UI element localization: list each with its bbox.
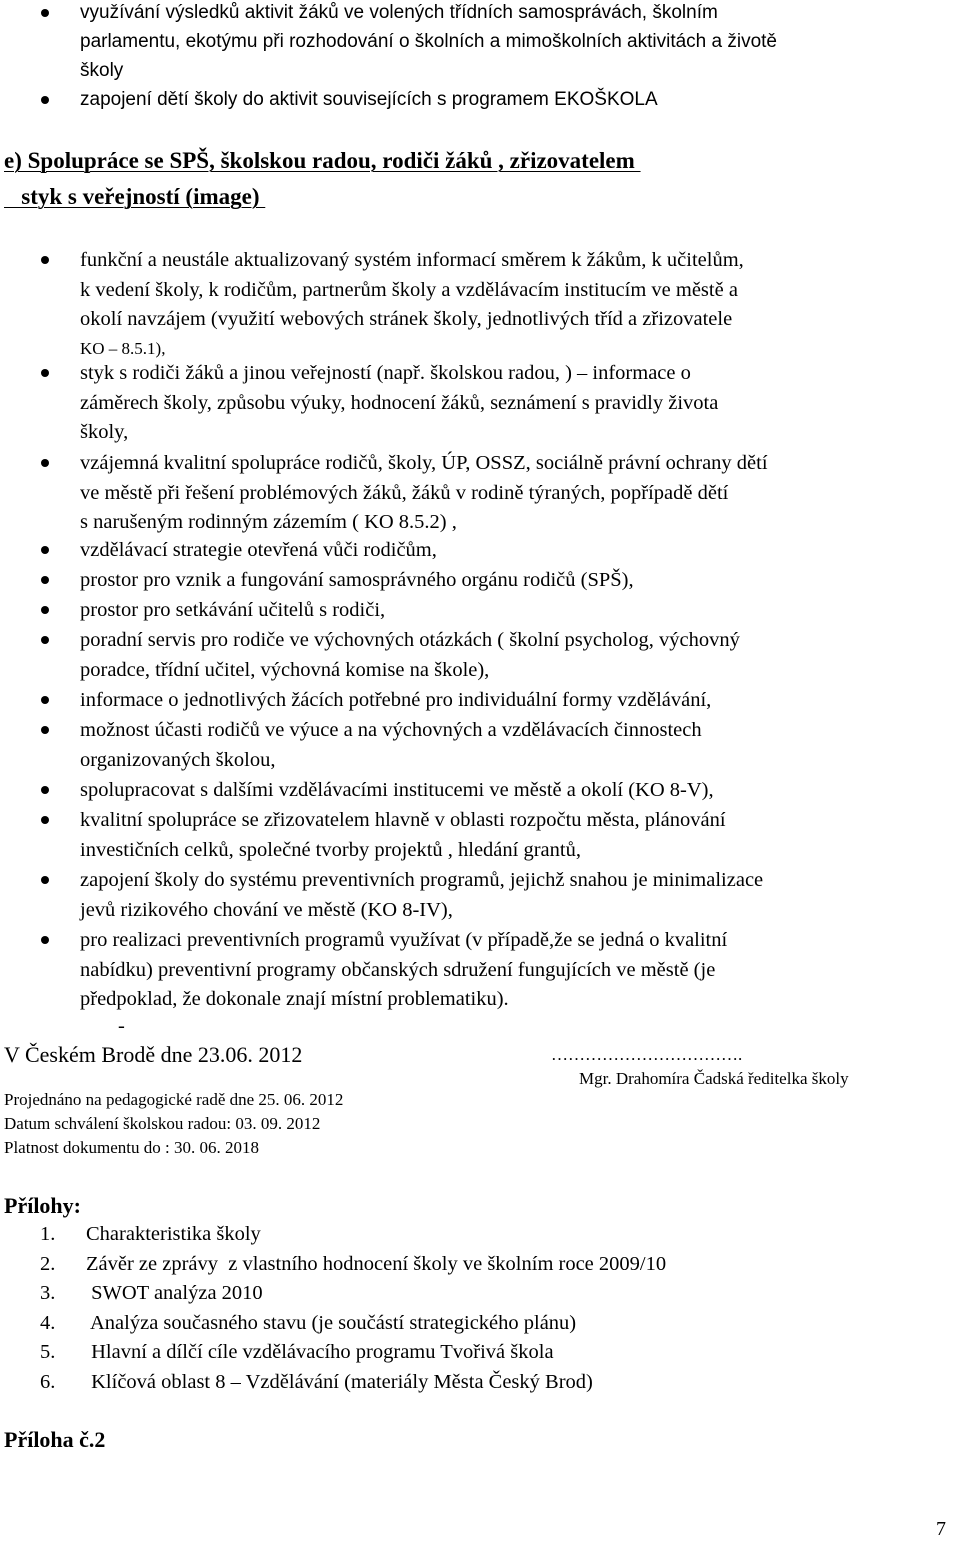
bullet-line: využívání výsledků aktivit žáků ve volených třídních samosprávách, školním [80, 2, 718, 23]
bullet-line: informace o jednotlivých žácích potřebné pro individuální formy vzdělávání, [80, 689, 712, 711]
bullet-line: organizovaných školou, [80, 748, 276, 771]
bullet-icon [41, 786, 49, 794]
attachment-item: Klíčová oblast 8 – Vzdělávání (materiály Města Český Brod) [86, 1370, 593, 1393]
bullet-icon [41, 816, 49, 824]
bullet-line: vzdělávací strategie otevřená vůči rodičům, [80, 539, 437, 561]
bullet-line: jevů rizikového chování ve městě (KO 8-IV), [80, 898, 453, 921]
bullet-line: investičních celků, společné tvorby projektů , hledání grantů, [80, 838, 581, 861]
bullet-line: poradce, třídní učitel, výchovná komise na škole), [80, 658, 490, 681]
attachment-item: Závěr ze zprávy z vlastního hodnocení školy ve školním roce 2009/10 [86, 1252, 667, 1275]
bullet-icon [41, 9, 49, 17]
bullet-line: kvalitní spolupráce se zřizovatelem hlavně v oblasti rozpočtu města, plánování [80, 809, 726, 831]
bullet-line: vzájemná kvalitní spolupráce rodičů, školy, ÚP, OSSZ, sociálně právní ochrany dětí [80, 452, 768, 474]
dash: - [118, 1015, 125, 1037]
appendix-label: Příloha č.2 [4, 1427, 106, 1452]
bullet-icon [41, 256, 49, 264]
signature-name: Mgr. Drahomíra Čadská ředitelka školy [579, 1069, 849, 1088]
signature-line: ……………………………. [551, 1045, 743, 1064]
bullet-icon [41, 96, 49, 104]
bullet-line: zapojení dětí školy do aktivit souvisejících s programem EKOŠKOLA [80, 89, 658, 110]
attachment-item: Analýza současného stavu (je součástí strategického plánu) [86, 1311, 577, 1334]
bullet-icon [41, 936, 49, 944]
bullet-line: KO – 8.5.1), [80, 339, 166, 359]
attachment-item: Charakteristika školy [86, 1223, 261, 1245]
attachment-number: 3. [40, 1282, 56, 1304]
section-heading: e) Spolupráce se SPŠ, školskou radou, rodiči žáků , zřizovatelem [4, 148, 641, 173]
attachment-number: 6. [40, 1370, 56, 1393]
bullet-line: školy, [80, 421, 129, 444]
bullet-line: zapojení školy do systému preventivních programů, jejichž snahou je minimalizace [80, 869, 764, 891]
bullet-line: ve městě při řešení problémových žáků, žáků v rodině týraných, popřípadě dětí [80, 481, 729, 504]
bullet-line: spolupracovat s dalšími vzdělávacími institucemi ve městě a okolí (KO 8-V), [80, 779, 714, 801]
attachment-number: 1. [40, 1223, 56, 1245]
page-number: 7 [936, 1518, 946, 1540]
bullet-line: poradní servis pro rodiče ve výchovných otázkách ( školní psycholog, výchovný [80, 629, 740, 651]
bullet-icon [41, 726, 49, 734]
bullet-line: funkční a neustále aktualizovaný systém informací směrem k žákům, k učitelům, [80, 249, 744, 271]
bullet-line: prostor pro setkávání učitelů s rodiči, [80, 599, 386, 621]
attachment-item: Hlavní a dílčí cíle vzdělávacího programu Tvořivá škola [86, 1341, 554, 1363]
bullet-line: okolí navzájem (využití webových stránek školy, jednotlivých tříd a zřizovatele [80, 308, 733, 331]
bullet-icon [41, 459, 49, 467]
bullet-line: pro realizaci preventivních programů využívat (v případě,že se jedná o kvalitní [80, 929, 728, 951]
bullet-icon [41, 696, 49, 704]
approval-date: Datum schválení školskou radou: 03. 09. 2012 [4, 1114, 321, 1133]
attachment-number: 2. [40, 1252, 56, 1275]
bullet-icon [41, 876, 49, 884]
bullet-icon [41, 606, 49, 614]
bullet-line: s narušeným rodinným zázemím ( KO 8.5.2) , [80, 511, 457, 534]
bullet-line: nabídku) preventivní programy občanských sdružení fungujících ve městě (je [80, 958, 716, 981]
attachment-number: 4. [40, 1311, 56, 1334]
bullet-line: školy [80, 60, 124, 81]
attachment-number: 5. [40, 1341, 56, 1363]
bullet-line: prostor pro vznik a fungování samosprávného orgánu rodičů (SPŠ), [80, 569, 634, 591]
section-heading-line2: styk s veřejností (image) [4, 184, 266, 209]
bullet-line: záměrech školy, způsobu výuky, hodnocení žáků, seznámení s pravidly života [80, 391, 719, 414]
bullet-line: styk s rodiči žáků a jinou veřejností (např. školskou radou, ) – informace o [80, 362, 691, 384]
bullet-icon [41, 546, 49, 554]
place-date: V Českém Brodě dne 23.06. 2012 [4, 1042, 303, 1067]
attachment-item: SWOT analýza 2010 [86, 1282, 263, 1304]
bullet-line: k vedení školy, k rodičům, partnerům školy a vzdělávacím institucím ve městě a [80, 278, 738, 301]
bullet-line: parlamentu, ekotýmu při rozhodování o školních a mimoškolních aktivitách a životě [80, 31, 777, 52]
discussed-date: Projednáno na pedagogické radě dne 25. 06. 2012 [4, 1090, 344, 1109]
validity-date: Platnost dokumentu do : 30. 06. 2018 [4, 1138, 259, 1157]
bullet-icon [41, 636, 49, 644]
bullet-icon [41, 576, 49, 584]
bullet-icon [41, 369, 49, 377]
attachments-title: Přílohy: [4, 1193, 81, 1218]
bullet-line: předpoklad, že dokonale znají místní problematiku). [80, 988, 509, 1011]
bullet-line: možnost účasti rodičů ve výuce a na výchovných a vzdělávacích činnostech [80, 719, 702, 741]
